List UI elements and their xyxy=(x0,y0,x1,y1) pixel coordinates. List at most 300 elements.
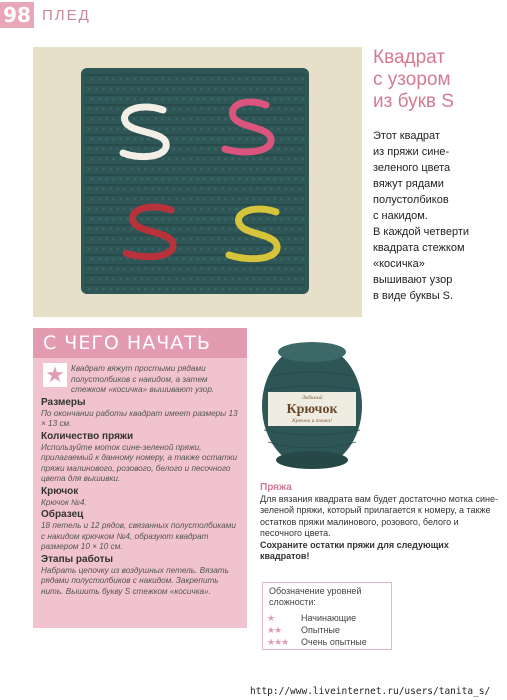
stitch xyxy=(102,108,105,111)
stitch xyxy=(214,208,217,211)
stitch xyxy=(217,158,220,161)
getting-started-box xyxy=(33,328,247,628)
stitch xyxy=(123,208,126,211)
stitch xyxy=(126,178,129,181)
stitch xyxy=(189,78,192,81)
stitch xyxy=(126,198,129,201)
stitch xyxy=(88,208,91,211)
stitch xyxy=(193,108,196,111)
stitch xyxy=(175,138,178,141)
stitch xyxy=(179,128,182,131)
stitch xyxy=(245,198,248,201)
stitch xyxy=(224,138,227,141)
stitch xyxy=(133,138,136,141)
stitch xyxy=(249,248,252,251)
stitch xyxy=(126,238,129,241)
stitch xyxy=(102,228,105,231)
stitch xyxy=(140,118,143,121)
stitch xyxy=(224,278,227,281)
stitch xyxy=(228,128,231,131)
stitch xyxy=(144,248,147,251)
stitch xyxy=(203,258,206,261)
stitch xyxy=(277,168,280,171)
stitch xyxy=(238,238,241,241)
stitch xyxy=(294,278,297,281)
stitch xyxy=(140,178,143,181)
stitch xyxy=(196,278,199,281)
stitch xyxy=(238,158,241,161)
difficulty-label: Опытные xyxy=(301,625,340,635)
stitch xyxy=(294,138,297,141)
stitch xyxy=(112,118,115,121)
stitch xyxy=(172,128,175,131)
stitch xyxy=(151,88,154,91)
stitch xyxy=(133,198,136,201)
stitch xyxy=(242,248,245,251)
stitch xyxy=(123,268,126,271)
stitch xyxy=(291,168,294,171)
stitch xyxy=(158,188,161,191)
stitch xyxy=(280,178,283,181)
stitch xyxy=(245,238,248,241)
stitch xyxy=(277,108,280,111)
desc-line: «косичка» xyxy=(373,258,425,270)
difficulty-label: Начинающие xyxy=(301,613,357,623)
stitch xyxy=(182,238,185,241)
stitch xyxy=(221,268,224,271)
stitch xyxy=(165,288,168,291)
stitch xyxy=(144,188,147,191)
stitch xyxy=(175,118,178,121)
stitch xyxy=(109,128,112,131)
stitch xyxy=(154,238,157,241)
stitch xyxy=(291,248,294,251)
stitch xyxy=(291,128,294,131)
stitch xyxy=(298,248,301,251)
stitch xyxy=(210,98,213,101)
stitch xyxy=(273,218,276,221)
stitch xyxy=(193,208,196,211)
stitch xyxy=(214,168,217,171)
stitch xyxy=(95,168,98,171)
stitch xyxy=(287,98,290,101)
stitch xyxy=(102,88,105,91)
stitch xyxy=(245,78,248,81)
stitch xyxy=(266,98,269,101)
stitch xyxy=(221,288,224,291)
stitch xyxy=(196,218,199,221)
stitch xyxy=(280,118,283,121)
stitch xyxy=(263,268,266,271)
stitch xyxy=(263,188,266,191)
yarn-label-top: Любимый xyxy=(301,396,323,401)
stitch xyxy=(147,218,150,221)
stitch xyxy=(123,188,126,191)
stitch xyxy=(221,88,224,91)
stitch xyxy=(200,128,203,131)
stitch xyxy=(140,218,143,221)
stitch xyxy=(182,158,185,161)
stitch xyxy=(116,268,119,271)
stitch xyxy=(242,268,245,271)
stitch xyxy=(287,158,290,161)
stitch xyxy=(182,178,185,181)
stitch xyxy=(165,128,168,131)
stitch xyxy=(116,168,119,171)
stitch xyxy=(179,228,182,231)
stitch xyxy=(196,118,199,121)
stitch xyxy=(196,238,199,241)
stitch xyxy=(140,98,143,101)
stitch xyxy=(140,138,143,141)
stitch xyxy=(88,248,91,251)
stitch xyxy=(151,168,154,171)
stitch xyxy=(168,178,171,181)
stitch xyxy=(277,268,280,271)
stitch xyxy=(196,138,199,141)
star-icon: ★★ xyxy=(267,625,282,635)
stitch xyxy=(252,218,255,221)
section-heading: Крючок xyxy=(41,485,79,497)
desc-line: В каждой четверти xyxy=(373,226,470,238)
stitch xyxy=(207,208,210,211)
stitch xyxy=(270,88,273,91)
stitch xyxy=(154,178,157,181)
stitch xyxy=(291,188,294,191)
stitch xyxy=(214,88,217,91)
stitch xyxy=(91,238,94,241)
stitch xyxy=(228,208,231,211)
stitch xyxy=(165,188,168,191)
stitch xyxy=(256,248,259,251)
stitch xyxy=(196,178,199,181)
section-text: Крючок №4. xyxy=(41,497,87,507)
stitch xyxy=(102,248,105,251)
section-heading: Этапы работы xyxy=(41,553,114,565)
yarn-caption-bold: Сохраните остатки пряжи для следующих квадратов! xyxy=(260,539,449,561)
stitch xyxy=(277,128,280,131)
stitch xyxy=(144,148,147,151)
stitch xyxy=(189,238,192,241)
stitch xyxy=(214,248,217,251)
stitch xyxy=(116,128,119,131)
stitch xyxy=(95,148,98,151)
stitch xyxy=(287,118,290,121)
stitch xyxy=(217,258,220,261)
stitch xyxy=(172,148,175,151)
stitch xyxy=(273,278,276,281)
stitch xyxy=(116,208,119,211)
stitch xyxy=(287,198,290,201)
stitch xyxy=(273,78,276,81)
stitch xyxy=(105,158,108,161)
getting-started-header xyxy=(33,328,247,358)
stitch xyxy=(119,158,122,161)
stitch xyxy=(259,218,262,221)
stitch xyxy=(224,258,227,261)
stitch xyxy=(273,198,276,201)
stitch xyxy=(200,248,203,251)
stitch xyxy=(217,238,220,241)
stitch xyxy=(217,278,220,281)
desc-line: в виде буквы S. xyxy=(373,290,454,302)
stitch xyxy=(210,138,213,141)
stitch xyxy=(172,188,175,191)
yarn-brand: Крючок xyxy=(286,402,338,417)
stitch xyxy=(95,228,98,231)
stitch xyxy=(287,78,290,81)
stitch xyxy=(172,268,175,271)
stitch xyxy=(158,168,161,171)
stitch xyxy=(168,118,171,121)
stitch xyxy=(109,188,112,191)
stitch xyxy=(193,268,196,271)
stitch xyxy=(165,228,168,231)
stitch xyxy=(280,78,283,81)
stitch xyxy=(189,118,192,121)
stitch xyxy=(238,198,241,201)
stitch xyxy=(116,88,119,91)
stitch xyxy=(105,258,108,261)
stitch xyxy=(301,258,304,261)
stitch xyxy=(109,208,112,211)
yarn-caption-text: Для вязания квадрата вам будет достаточно мотка сине-зеленой пряжи, который прилагается к номеру, а также остатков пряжи малинового, розового, белого и песочного цвета. xyxy=(260,493,498,538)
stitch xyxy=(280,158,283,161)
stitch xyxy=(123,168,126,171)
stitch xyxy=(154,118,157,121)
stitch xyxy=(280,98,283,101)
stitch xyxy=(277,148,280,151)
stitch xyxy=(130,208,133,211)
stitch xyxy=(235,248,238,251)
stitch xyxy=(280,218,283,221)
stitch xyxy=(105,78,108,81)
stitch xyxy=(207,148,210,151)
stitch xyxy=(133,178,136,181)
stitch xyxy=(294,98,297,101)
stitch xyxy=(112,238,115,241)
stitch xyxy=(203,118,206,121)
stitch xyxy=(280,278,283,281)
stitch xyxy=(249,88,252,91)
stitch xyxy=(270,128,273,131)
stitch xyxy=(200,228,203,231)
stitch xyxy=(98,138,101,141)
stitch xyxy=(196,158,199,161)
stitch xyxy=(179,248,182,251)
stitch xyxy=(200,168,203,171)
stitch xyxy=(88,148,91,151)
stitch xyxy=(256,108,259,111)
stitch xyxy=(256,88,259,91)
stitch xyxy=(207,188,210,191)
stitch xyxy=(287,178,290,181)
stitch xyxy=(91,118,94,121)
stitch xyxy=(186,188,189,191)
stitch xyxy=(172,108,175,111)
stitch xyxy=(259,278,262,281)
section-heading: Размеры xyxy=(41,396,86,408)
stitch xyxy=(137,188,140,191)
stitch xyxy=(256,188,259,191)
stitch xyxy=(210,218,213,221)
stitch xyxy=(182,218,185,221)
stitch xyxy=(287,278,290,281)
stitch xyxy=(270,168,273,171)
stitch xyxy=(161,118,164,121)
stitch xyxy=(126,78,129,81)
stitch xyxy=(284,108,287,111)
stitch xyxy=(270,268,273,271)
stitch xyxy=(280,138,283,141)
stitch xyxy=(291,88,294,91)
stitch xyxy=(179,88,182,91)
stitch xyxy=(287,238,290,241)
stitch xyxy=(301,98,304,101)
stitch xyxy=(217,78,220,81)
stitch xyxy=(95,208,98,211)
stitch xyxy=(109,288,112,291)
stitch xyxy=(91,218,94,221)
stitch xyxy=(266,118,269,121)
desc-line: Этот квадрат xyxy=(373,130,440,142)
stitch xyxy=(109,148,112,151)
stitch xyxy=(98,238,101,241)
stitch xyxy=(123,288,126,291)
stitch xyxy=(210,258,213,261)
stitch xyxy=(221,168,224,171)
stitch xyxy=(186,148,189,151)
stitch xyxy=(196,258,199,261)
stitch xyxy=(126,218,129,221)
stitch xyxy=(140,278,143,281)
stitch xyxy=(175,178,178,181)
stitch xyxy=(270,228,273,231)
stitch xyxy=(112,158,115,161)
stitch xyxy=(144,268,147,271)
stitch xyxy=(95,248,98,251)
stitch xyxy=(140,78,143,81)
stitch xyxy=(294,158,297,161)
stitch xyxy=(165,268,168,271)
stitch xyxy=(217,178,220,181)
stitch xyxy=(210,118,213,121)
crochet-square-photo xyxy=(33,47,362,317)
stitch xyxy=(238,78,241,81)
stitch xyxy=(228,188,231,191)
stitch xyxy=(179,108,182,111)
stitch xyxy=(196,198,199,201)
stitch xyxy=(175,278,178,281)
stitch xyxy=(137,168,140,171)
stitch xyxy=(270,108,273,111)
source-url[interactable]: http://www.liveinternet.ru/users/tanita_s/ xyxy=(250,686,491,697)
stitch xyxy=(228,268,231,271)
stitch xyxy=(259,178,262,181)
stitch xyxy=(109,268,112,271)
stitch xyxy=(95,268,98,271)
stitch xyxy=(161,158,164,161)
stitch xyxy=(193,128,196,131)
stitch xyxy=(119,138,122,141)
stitch xyxy=(123,128,126,131)
stitch xyxy=(207,108,210,111)
stitch xyxy=(182,198,185,201)
stitch xyxy=(245,218,248,221)
stitch xyxy=(137,288,140,291)
stitch xyxy=(294,238,297,241)
stitch xyxy=(252,138,255,141)
stitch xyxy=(200,268,203,271)
stitch xyxy=(186,168,189,171)
stitch xyxy=(249,188,252,191)
stitch xyxy=(245,158,248,161)
article-title xyxy=(373,47,498,113)
section-name: ПЛЕД xyxy=(42,7,91,24)
stitch xyxy=(102,288,105,291)
stitch xyxy=(252,118,255,121)
stitch xyxy=(235,188,238,191)
stitch xyxy=(284,128,287,131)
stitch xyxy=(266,218,269,221)
stitch xyxy=(119,178,122,181)
section-text: Используйте моток сине-зеленой пряжи, прилагаемый к данному номеру, а также остатки пряжи малинового, розового, белого и песочного цвета для вышивки. xyxy=(41,442,238,483)
stitch xyxy=(193,88,196,91)
stitch xyxy=(130,228,133,231)
stitch xyxy=(224,178,227,181)
stitch xyxy=(137,148,140,151)
stitch xyxy=(294,218,297,221)
difficulty-legend xyxy=(262,582,392,650)
stitch xyxy=(98,158,101,161)
stitch xyxy=(263,248,266,251)
stitch xyxy=(112,138,115,141)
stitch xyxy=(91,98,94,101)
stitch xyxy=(221,128,224,131)
stitch xyxy=(109,108,112,111)
stitch xyxy=(231,158,234,161)
stitch xyxy=(182,138,185,141)
stitch xyxy=(200,288,203,291)
stitch xyxy=(252,238,255,241)
stitch xyxy=(154,278,157,281)
stitch xyxy=(112,178,115,181)
stitch xyxy=(214,268,217,271)
star-icon: ★ xyxy=(267,613,275,623)
stitch xyxy=(172,228,175,231)
stitch xyxy=(298,288,301,291)
stitch xyxy=(123,228,126,231)
stitch xyxy=(200,188,203,191)
stitch xyxy=(172,88,175,91)
getting-started-body xyxy=(41,364,241,597)
stitch xyxy=(221,208,224,211)
stitch xyxy=(88,88,91,91)
stitch xyxy=(119,218,122,221)
stitch xyxy=(116,188,119,191)
stitch xyxy=(130,88,133,91)
stitch xyxy=(88,268,91,271)
stitch xyxy=(298,148,301,151)
stitch xyxy=(161,98,164,101)
stitch xyxy=(256,168,259,171)
stitch xyxy=(186,248,189,251)
stitch xyxy=(98,258,101,261)
stitch xyxy=(207,288,210,291)
stitch xyxy=(224,238,227,241)
stitch xyxy=(203,238,206,241)
stitch xyxy=(266,198,269,201)
